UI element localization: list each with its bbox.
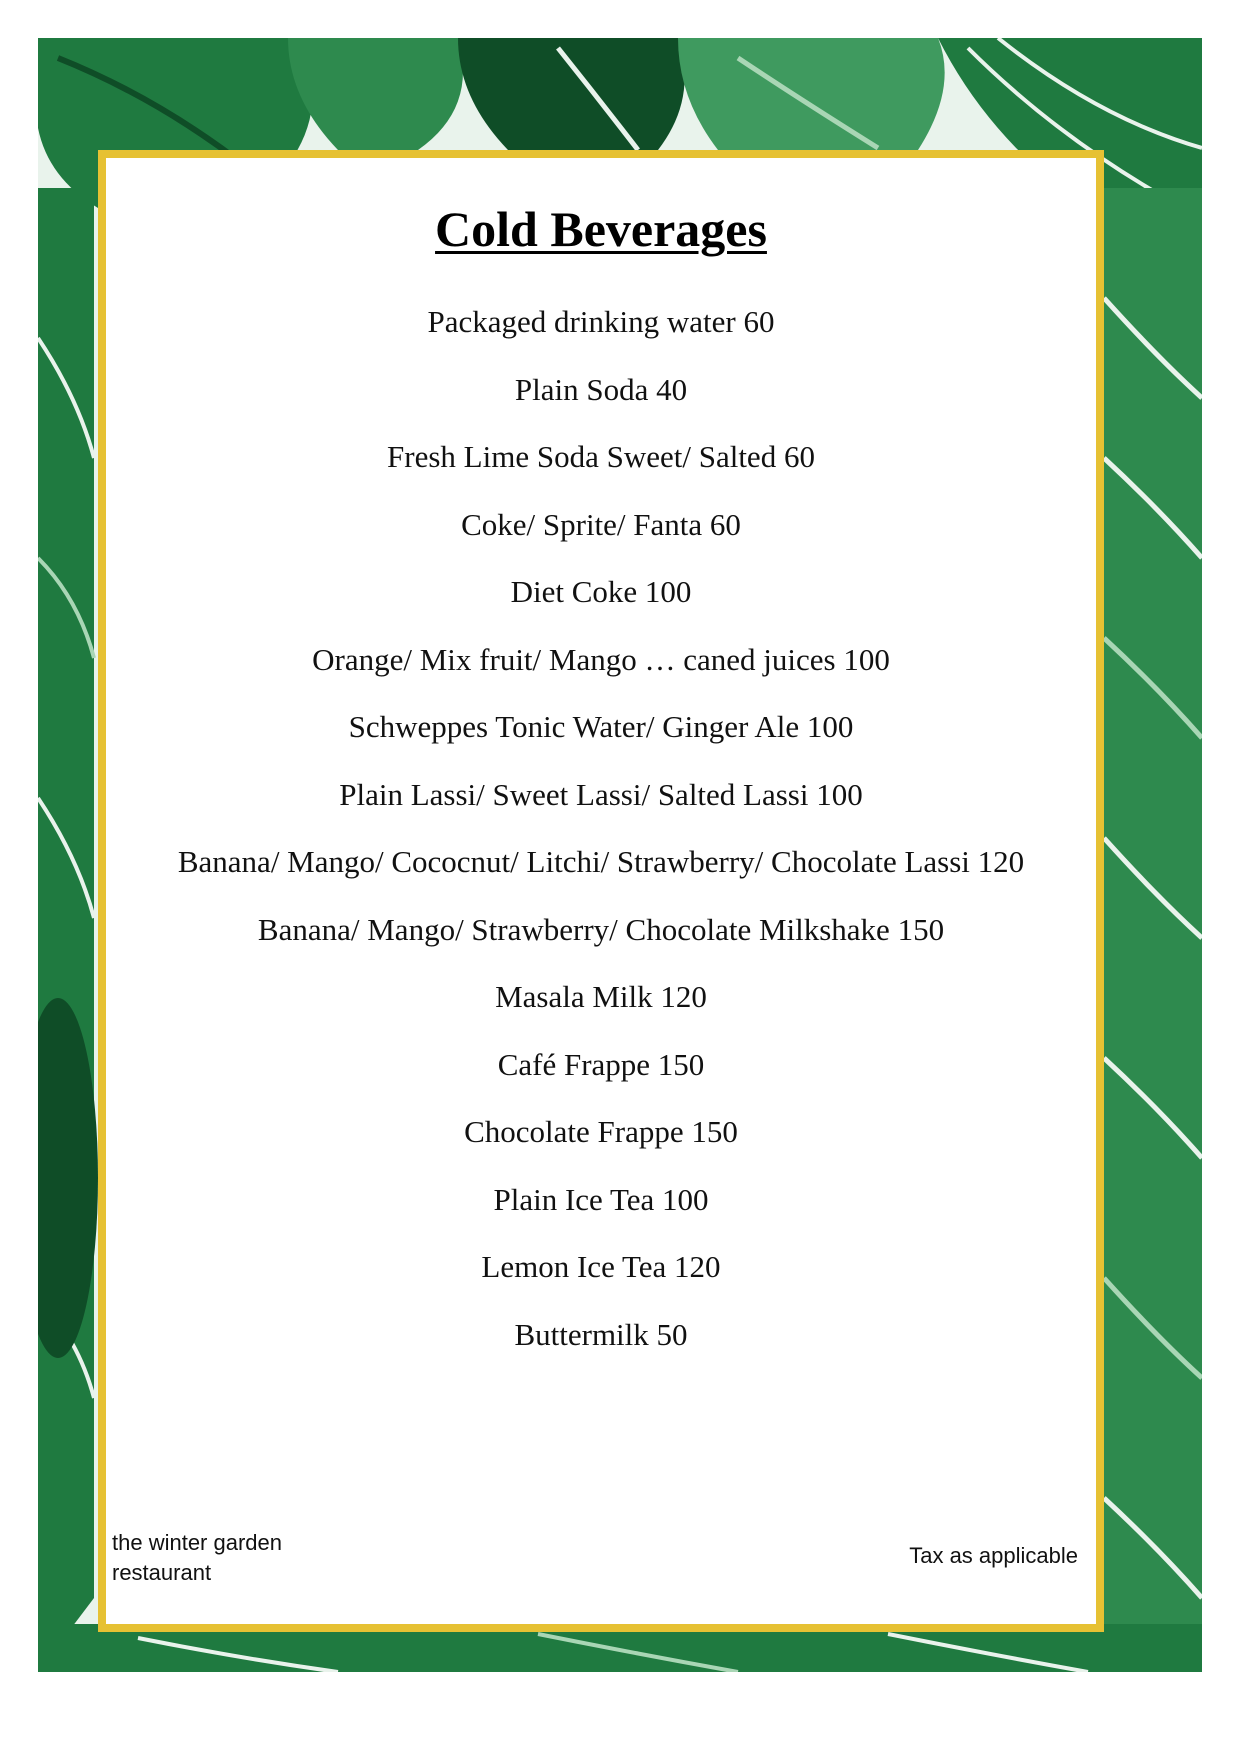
menu-item: Café Frappe 150: [497, 1046, 705, 1082]
menu-item: Diet Coke 100: [510, 574, 692, 609]
menu-item: Coke/ Sprite/ Fanta 60: [461, 506, 741, 542]
menu-item: Masala Milk 120: [495, 979, 707, 1014]
menu-item: Banana/ Mango/ Cococnut/ Litchi/ Strawberry/ Chocolate Lassi 120: [177, 844, 1025, 879]
restaurant-name-line2: restaurant: [112, 1560, 212, 1585]
menu-item: Fresh Lime Soda Sweet/ Salted 60: [387, 439, 815, 474]
menu-item: Chocolate Frappe 150: [464, 1114, 738, 1149]
menu-item: Banana/ Mango/ Strawberry/ Chocolate Milkshake 150: [257, 911, 945, 947]
menu-item: Schweppes Tonic Water/ Ginger Ale 100: [348, 709, 854, 744]
menu-item: Plain Lassi/ Sweet Lassi/ Salted Lassi 100: [339, 776, 863, 812]
menu-card: [98, 150, 1104, 1632]
menu-item: Lemon Ice Tea 120: [481, 1249, 721, 1284]
menu-item: Plain Soda 40: [514, 371, 688, 407]
menu-item: Plain Ice Tea 100: [493, 1181, 709, 1217]
restaurant-name-line1: the winter garden: [112, 1530, 282, 1555]
menu-item-list: [106, 288, 1096, 1368]
menu-title: Cold Beverages: [435, 201, 767, 257]
menu-item: Packaged drinking water 60: [427, 304, 775, 339]
menu-item: Orange/ Mix fruit/ Mango … caned juices 100: [312, 641, 890, 677]
tax-note: Tax as applicable: [909, 1543, 1078, 1568]
restaurant-name: [112, 1528, 282, 1588]
menu-item: Buttermilk 50: [514, 1316, 688, 1352]
